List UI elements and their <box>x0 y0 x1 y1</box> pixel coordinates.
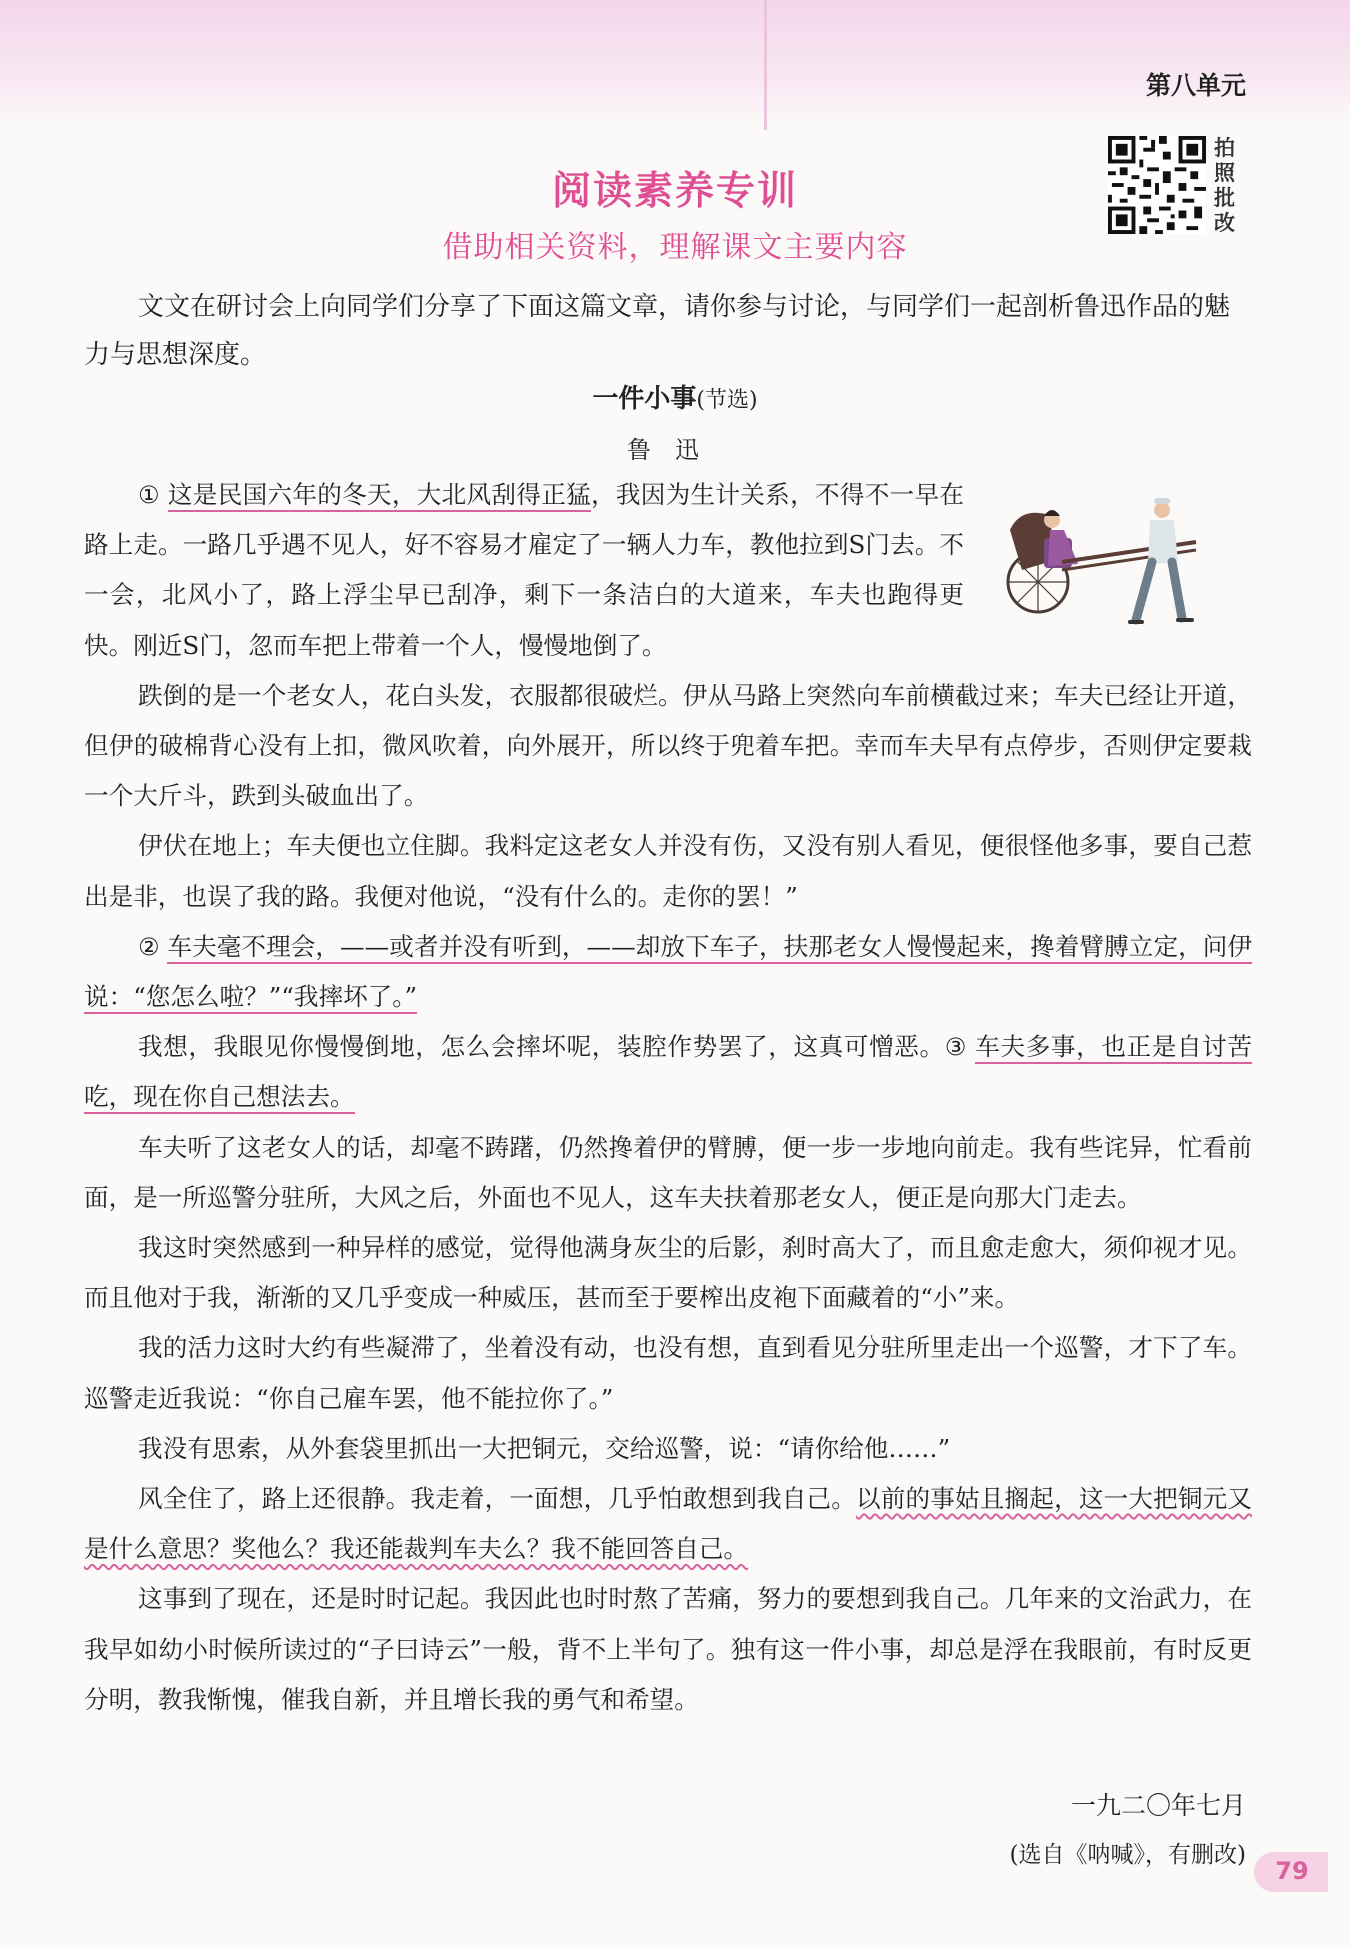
essay-body <box>84 470 1252 1725</box>
paragraph-text: 风全住了，路上还很静。我走着，一面想，几乎怕敢想到我自己。 <box>138 1484 856 1514</box>
qr-caption: 拍照批改 <box>1214 136 1235 235</box>
essay-paragraph-6: 车夫听了这老女人的话，却毫不踌躇，仍然搀着伊的臂膊，便一步一步地向前走。我有些诧异，忙看前面，是一所巡警分驻所，大风之后，外面也不见人，这车夫扶着那老女人，便正是向那大门走去。 <box>84 1132 1252 1212</box>
page-number: 79 <box>1275 1857 1309 1885</box>
header-band <box>0 0 1350 125</box>
essay-author: 鲁迅 <box>627 436 723 464</box>
essay-title <box>0 378 1350 415</box>
paragraph-text: 我想，我眼见你慢慢倒地，怎么会摔坏呢，装腔作势罢了，这真可憎恶。 <box>138 1032 945 1062</box>
essay-paragraph-10 <box>84 1474 1252 1574</box>
essay-paragraph-8: 我的活力这时大约有些凝滞了，坐着没有动，也没有想，直到看见分驻所里走出一个巡警，才下了车。巡警走近我说：“你自己雇车罢，他不能拉你了。” <box>84 1333 1252 1413</box>
underlined-sentence-2: 车夫毫不理会，——或者并没有听到，——却放下车子，扶那老女人慢慢起来，搀着臂膊立定，问伊说：“您怎么啦？”“我摔坏了。” <box>84 932 1252 1014</box>
page-subtitle: 借助相关资料，理解课文主要内容 <box>442 230 908 265</box>
header-divider <box>764 0 767 130</box>
essay-paragraph-11: 这事到了现在，还是时时记起。我因此也时时熬了苦痛，努力的要想到我自己。几年来的文治武力，在我早如幼小时候所读过的“子曰诗云”一般，背不上半句了。独有这一件小事，却总是浮在我眼前，有时反更分明，教我惭愧，催我自新，并且增长我的勇气和希望。 <box>84 1584 1252 1714</box>
essay-paragraph-2: 跌倒的是一个老女人，花白头发，衣服都很破烂。伊从马路上突然向车前横截过来；车夫已经让开道，但伊的破棉背心没有上扣，微风吹着，向外展开，所以终于兜着车把。幸而车夫早有点停步，否则伊定要栽一个大斤斗，跌到头破血出了。 <box>84 680 1252 811</box>
underlined-sentence-3: 车夫多事，也正是自讨苦吃，现在你自己想法去。 <box>84 1032 1252 1114</box>
essay-paragraph-1 <box>84 470 964 671</box>
essay-title-text: 一件小事 <box>592 384 697 414</box>
essay-paragraph-3: 伊伏在地上；车夫便也立住脚。我料定这老女人并没有伤，又没有别人看见，便很怪他多事，要自己惹出是非，也误了我的路。我便对他说，“没有什么的。走你的罢！” <box>84 831 1252 911</box>
essay-paragraph-5 <box>84 1022 1252 1122</box>
annotation-marker: ① <box>138 481 160 509</box>
essay-paragraph-7: 我这时突然感到一种异样的感觉，觉得他满身灰尘的后影，刹时高大了，而且愈走愈大，须仰视才见。而且他对于我，渐渐的又几乎变成一种威压，甚而至于要榨出皮袍下面藏着的“小”来。 <box>84 1233 1252 1313</box>
essay-source: (选自《呐喊》，有删改) <box>1009 1842 1246 1868</box>
essay-paragraph-4 <box>84 922 1252 1022</box>
essay-title-note: (节选) <box>696 388 758 413</box>
annotation-marker: ③ <box>944 1033 967 1062</box>
paragraph-text: ，我因为生计关系，不得不一早在路上走。一路几乎遇不见人，好不容易才雇定了一辆人力车，教他拉到S门去。不一会，北风小了，路上浮尘早已刮净，剩下一条洁白的大道来，车夫也跑得更快。刚近S门，忽而车把上带着一个人，慢慢地倒了。 <box>84 480 964 660</box>
page-title: 阅读素养专训 <box>551 169 798 214</box>
annotation-marker: ② <box>138 932 160 961</box>
qr-code-icon[interactable] <box>1108 136 1206 234</box>
wavy-underlined-sentence: 以前的事姑且搁起，这一大把铜元又是什么意思？奖他么？我还能裁判车夫么？我不能回答自己。 <box>84 1484 1252 1564</box>
unit-label: 第八单元 <box>1145 71 1246 100</box>
underlined-sentence-1: 这是民国六年的冬天，大北风刮得正猛 <box>168 480 591 512</box>
essay-date: 一九二〇年七月 <box>1070 1791 1246 1820</box>
essay-paragraph-9: 我没有思索，从外套袋里抓出一大把铜元，交给巡警，说：“请你给他……” <box>138 1433 951 1463</box>
intro-paragraph: 文文在研讨会上向同学们分享了下面这篇文章，请你参与讨论，与同学们一起剖析鲁迅作品的魅力与思想深度。 <box>84 292 1231 370</box>
